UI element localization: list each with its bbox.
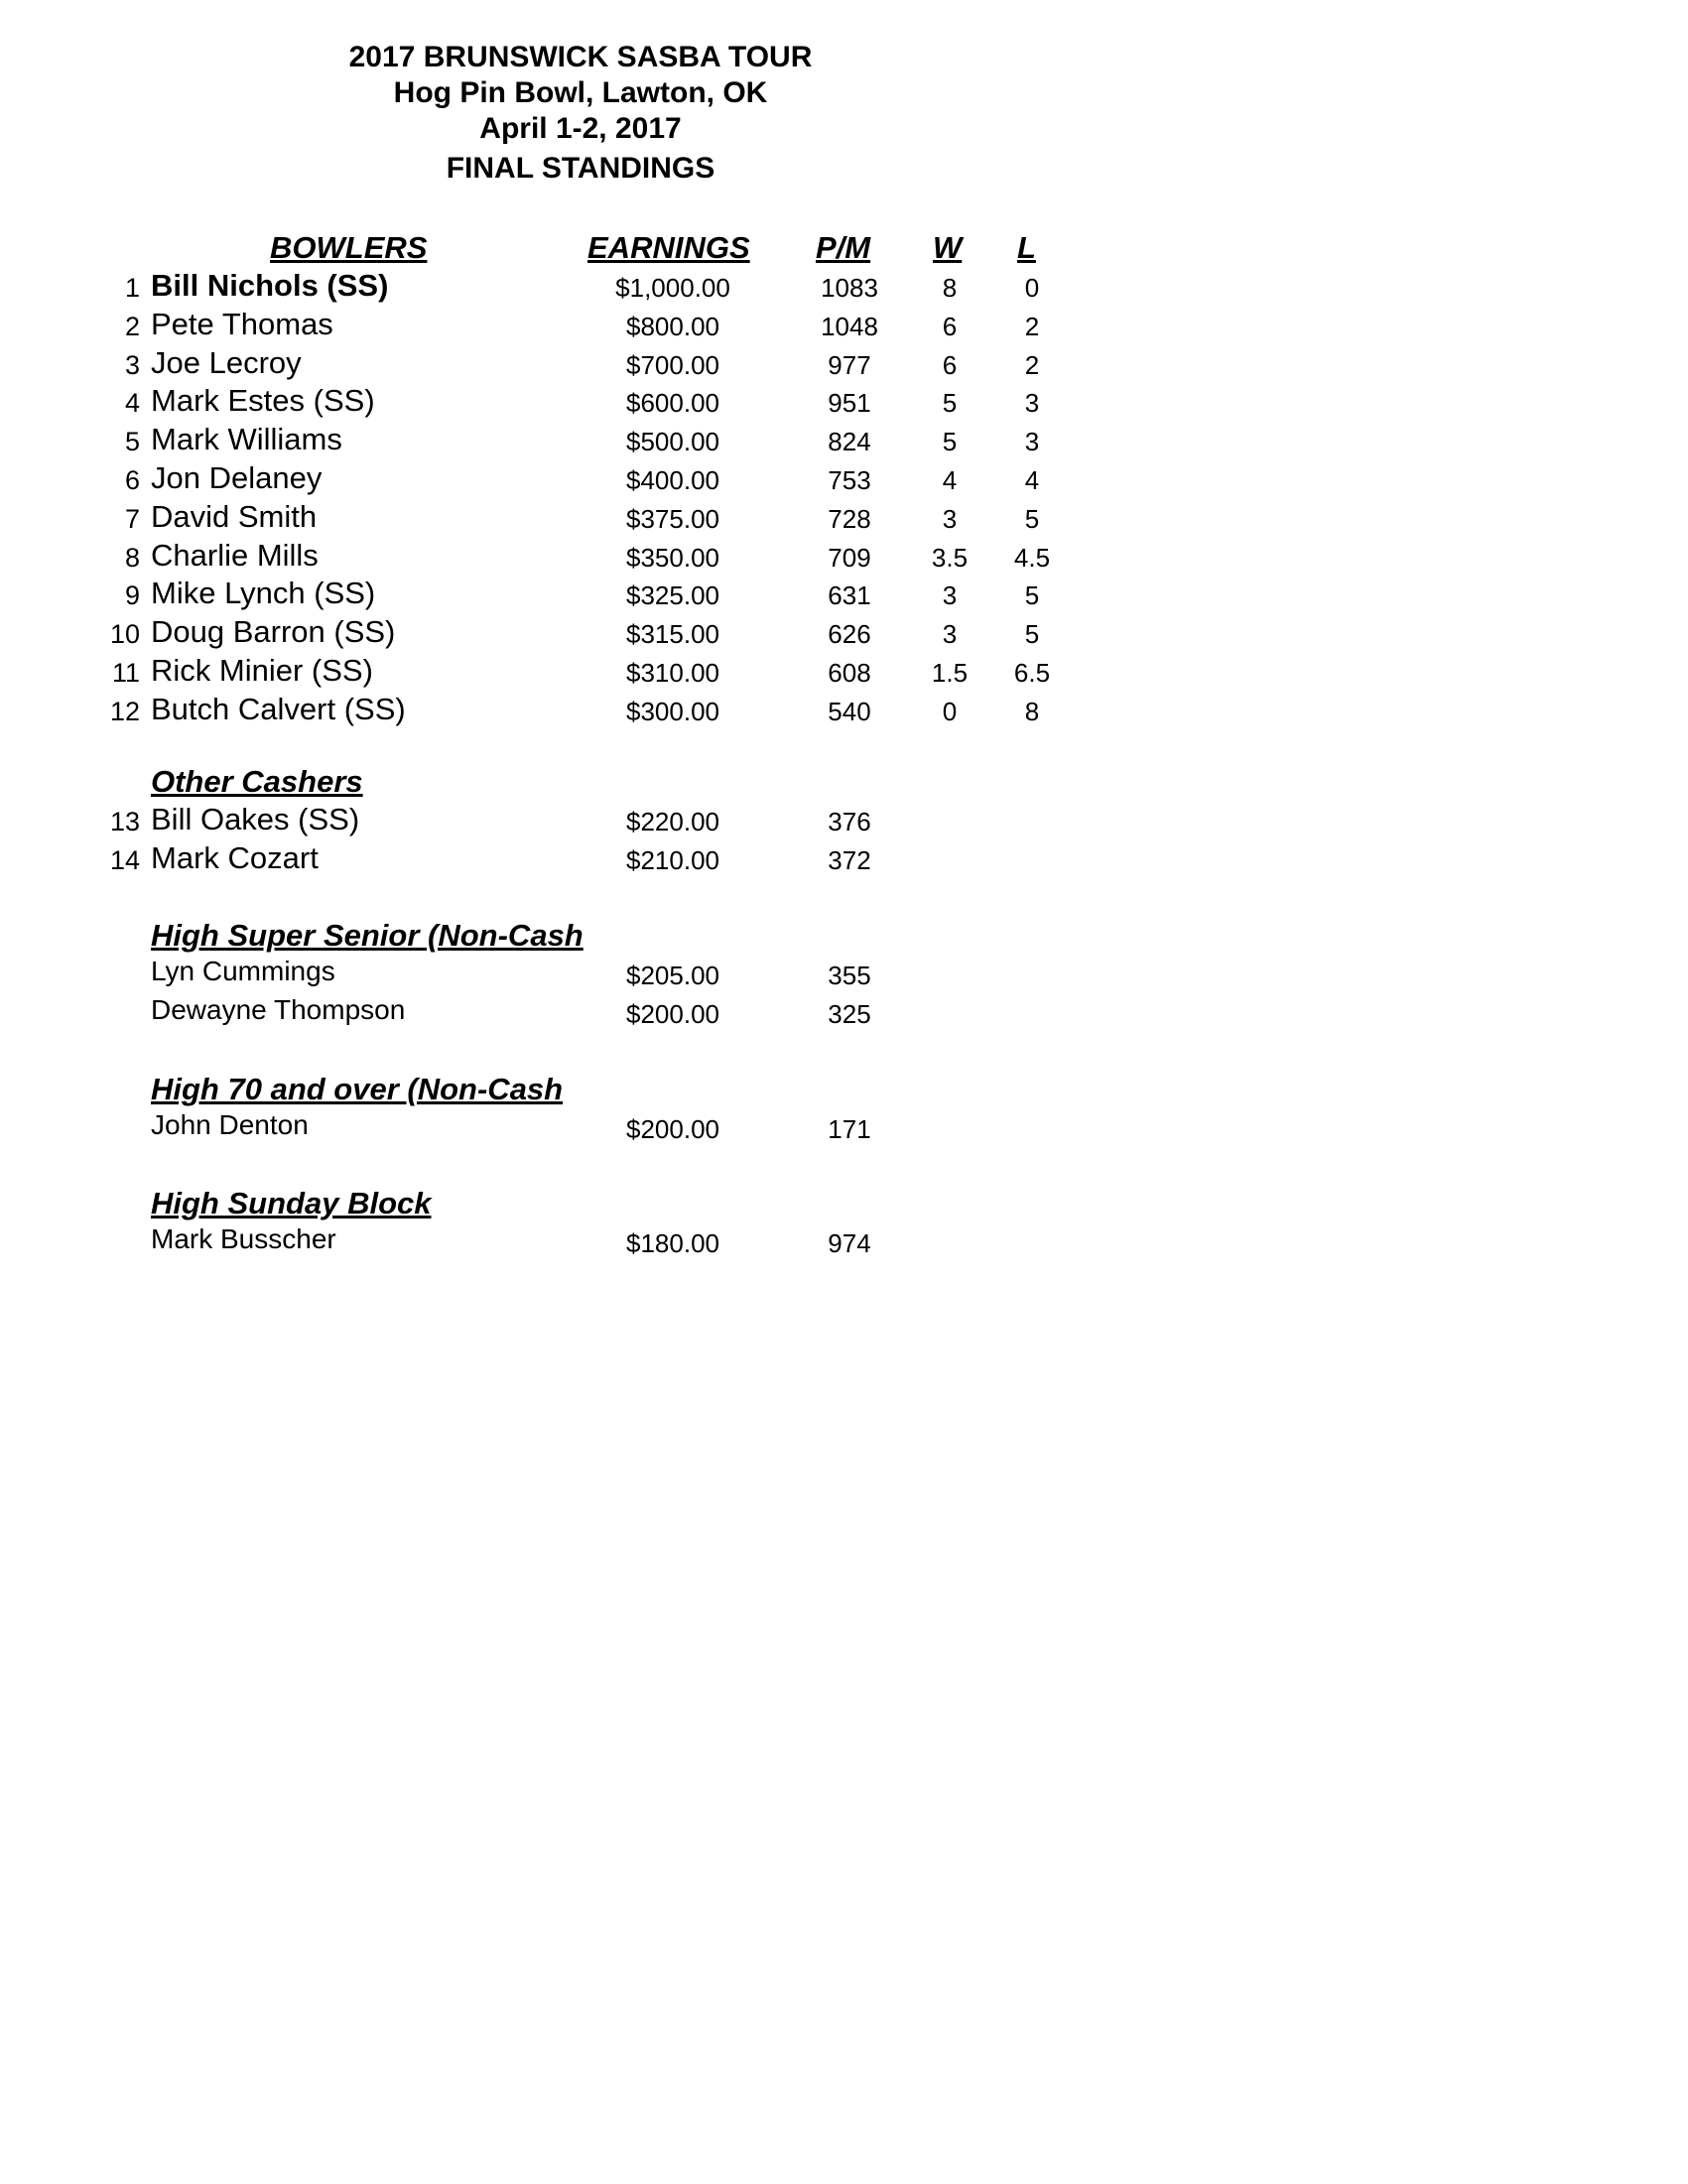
earnings: $310.00: [626, 657, 719, 688]
rank: 5: [124, 427, 140, 457]
header-l: L: [1017, 230, 1036, 265]
standings-row: [0, 692, 1688, 730]
earnings: $325.00: [626, 580, 719, 611]
earnings: $315.00: [626, 619, 719, 650]
losses: 4: [1024, 464, 1040, 495]
high-super-senior-title: High Super Senior (Non-Cash: [151, 918, 584, 953]
rank: 3: [124, 349, 140, 380]
pm: 1083: [821, 273, 878, 303]
rank: 10: [109, 619, 140, 650]
earnings: $1,000.00: [615, 273, 730, 303]
header-bowlers: BOWLERS: [270, 230, 428, 265]
high-sunday-title: High Sunday Block: [151, 1186, 432, 1220]
bowler-name: Rick Minier (SS): [151, 652, 373, 688]
losses: 4.5: [1013, 542, 1051, 573]
bowler-name: Butch Calvert (SS): [151, 691, 406, 726]
title-venue: Hog Pin Bowl, Lawton, OK: [393, 76, 768, 109]
pm: 753: [828, 464, 871, 495]
wins: 1.5: [931, 657, 969, 688]
pm: 977: [828, 349, 871, 380]
pm: 631: [828, 580, 871, 611]
header-earnings: EARNINGS: [587, 230, 750, 265]
pm: 974: [828, 1228, 871, 1258]
award-row: [0, 1223, 1688, 1262]
losses: 2: [1024, 311, 1040, 341]
standings-row: [0, 460, 1688, 499]
rank: 14: [109, 844, 140, 875]
wins: 8: [942, 273, 958, 303]
pm: 824: [828, 427, 871, 457]
standings-row: [0, 499, 1688, 538]
standings-row: [0, 576, 1688, 614]
pm: 1048: [821, 311, 878, 341]
bowler-name: Mike Lynch (SS): [151, 576, 376, 611]
pm: 626: [828, 619, 871, 650]
rank: 12: [109, 696, 140, 726]
title-standings: FINAL STANDINGS: [446, 152, 715, 185]
earnings: $600.00: [626, 388, 719, 419]
pm: 355: [828, 961, 871, 990]
standings-row: [0, 614, 1688, 653]
standings-row: [0, 653, 1688, 692]
pm: 171: [828, 1114, 871, 1144]
bowler-name: Jon Delaney: [151, 459, 323, 495]
pm: 325: [828, 998, 871, 1029]
earnings: $205.00: [626, 961, 719, 990]
bowler-name: Dewayne Thompson: [151, 993, 406, 1025]
bowler-name: Doug Barron (SS): [151, 614, 396, 650]
pm: 540: [828, 696, 871, 726]
wins: 6: [942, 349, 958, 380]
losses: 5: [1024, 619, 1040, 650]
bowler-name: Joe Lecroy: [151, 344, 302, 380]
standings-row: [0, 538, 1688, 577]
pm: 951: [828, 388, 871, 419]
bowler-name: Mark Williams: [151, 422, 342, 457]
pm: 709: [828, 542, 871, 573]
losses: 5: [1024, 580, 1040, 611]
rank: 2: [124, 311, 140, 341]
column-headers: [0, 230, 1688, 268]
earnings: $220.00: [626, 807, 719, 836]
wins: 5: [942, 388, 958, 419]
rank: 7: [124, 503, 140, 534]
earnings: $200.00: [626, 998, 719, 1029]
rank: 6: [124, 464, 140, 495]
bowler-name: John Denton: [151, 1109, 309, 1140]
high-70-title: High 70 and over (Non-Cash: [151, 1072, 564, 1106]
award-row: [0, 1109, 1688, 1148]
rank: 9: [124, 580, 140, 611]
wins: 4: [942, 464, 958, 495]
rank: 4: [124, 388, 140, 419]
standings-row: [0, 383, 1688, 422]
bowler-name: Bill Nichols (SS): [151, 268, 389, 303]
rank: 13: [109, 807, 140, 836]
losses: 2: [1024, 349, 1040, 380]
standings-row: [0, 422, 1688, 460]
earnings: $350.00: [626, 542, 719, 573]
bowler-name: Mark Cozart: [151, 839, 319, 875]
wins: 3.5: [931, 542, 969, 573]
wins: 6: [942, 311, 958, 341]
pm: 376: [828, 807, 871, 836]
header-w: W: [933, 230, 963, 265]
header-pm: P/M: [816, 230, 871, 265]
earnings: $700.00: [626, 349, 719, 380]
pm: 608: [828, 657, 871, 688]
bowler-name: Bill Oakes (SS): [151, 802, 360, 836]
wins: 5: [942, 427, 958, 457]
earnings: $800.00: [626, 311, 719, 341]
earnings: $400.00: [626, 464, 719, 495]
title-date: April 1-2, 2017: [479, 112, 682, 145]
bowler-name: Pete Thomas: [151, 306, 333, 341]
losses: 6.5: [1013, 657, 1051, 688]
earnings: $300.00: [626, 696, 719, 726]
award-row: [0, 994, 1688, 1033]
rank: 1: [124, 273, 140, 303]
standings-row: [0, 345, 1688, 384]
pm: 372: [828, 844, 871, 875]
earnings: $210.00: [626, 844, 719, 875]
wins: 0: [942, 696, 958, 726]
earnings: $375.00: [626, 503, 719, 534]
losses: 5: [1024, 503, 1040, 534]
losses: 8: [1024, 696, 1040, 726]
wins: 3: [942, 580, 958, 611]
casher-row: [0, 802, 1688, 840]
bowler-name: Lyn Cummings: [151, 956, 335, 986]
wins: 3: [942, 503, 958, 534]
losses: 0: [1024, 273, 1040, 303]
bowler-name: David Smith: [151, 498, 318, 534]
standings-row: [0, 268, 1688, 307]
award-row: [0, 956, 1688, 994]
standings-row: [0, 307, 1688, 345]
earnings: $200.00: [626, 1114, 719, 1144]
bowler-name: Mark Estes (SS): [151, 383, 375, 419]
earnings: $500.00: [626, 427, 719, 457]
rank: 11: [111, 657, 140, 688]
title-tour: 2017 BRUNSWICK SASBA TOUR: [348, 41, 813, 73]
bowler-name: Mark Busscher: [151, 1223, 336, 1254]
pm: 728: [828, 503, 871, 534]
casher-row: [0, 840, 1688, 879]
bowler-name: Charlie Mills: [151, 537, 319, 573]
standings-table: [0, 268, 1688, 730]
losses: 3: [1024, 388, 1040, 419]
other-cashers-title: Other Cashers: [151, 764, 363, 799]
document-title: [0, 40, 1161, 187]
earnings: $180.00: [626, 1228, 719, 1258]
losses: 3: [1024, 427, 1040, 457]
wins: 3: [942, 619, 958, 650]
rank: 8: [124, 542, 140, 573]
